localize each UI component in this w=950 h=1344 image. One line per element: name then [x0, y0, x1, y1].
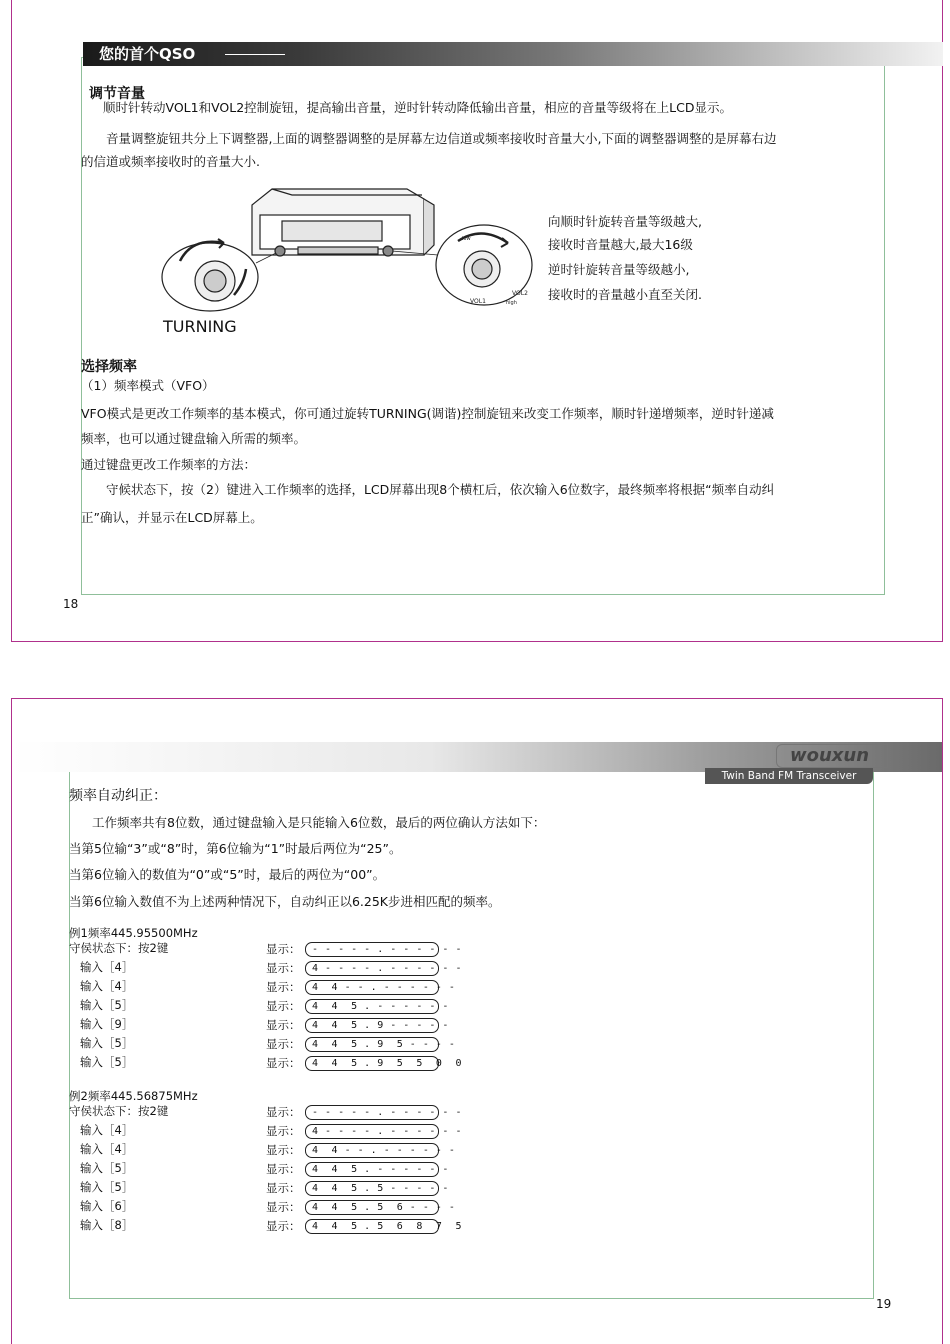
- knob-label-vol1: VOL1: [470, 298, 486, 305]
- display-label: 显示：: [266, 1018, 301, 1032]
- figure-caption-turning: TURNING: [163, 317, 237, 336]
- lcd-display-readout: 4 4 5 . - - - - - -: [305, 999, 439, 1014]
- knob-label-vol2: VOL2: [512, 290, 528, 297]
- example-input-step: 输入［4］: [80, 960, 134, 974]
- display-label: 显示：: [266, 1124, 301, 1138]
- keyboard-paragraph-a: 守候状态下，按（2）键进入工作频率的选择，LCD屏幕出现8个横杠后，依次输入6位数字，最终频率将根据“频率自动纠: [106, 482, 775, 497]
- lcd-display-readout: 4 - - - - . - - - - - -: [305, 1124, 439, 1139]
- display-label: 显示：: [266, 1162, 301, 1176]
- example-input-step: 输入［8］: [80, 1218, 134, 1232]
- example-input-step: 输入［5］: [80, 1036, 134, 1050]
- rule-line-1: 工作频率共有8位数，通过键盘输入是只能输入6位数，最后的两位确认方法如下：: [92, 815, 546, 830]
- example-input-step: 输入［4］: [80, 1142, 134, 1156]
- display-label: 显示：: [266, 1105, 301, 1119]
- display-label: 显示：: [266, 980, 301, 994]
- figure-note-4: 接收时的音量越小直至关闭.: [548, 287, 702, 302]
- lcd-display-readout: 4 4 5 . 9 - - - - -: [305, 1018, 439, 1033]
- display-label: 显示：: [266, 1181, 301, 1195]
- example-input-step: 输入［5］: [80, 998, 134, 1012]
- lcd-display-readout: 4 4 5 . - - - - - -: [305, 1162, 439, 1177]
- example-input-step: 输入［4］: [80, 979, 134, 993]
- display-label: 显示：: [266, 1219, 301, 1233]
- volume-paragraph-2b: 的信道或频率接收时的音量大小.: [81, 154, 260, 169]
- rule-line-3: 当第6位输入的数值为“0”或“5”时，最后的两位为“00”。: [69, 867, 386, 882]
- keyboard-paragraph-b: 正”确认，并显示在LCD屏幕上。: [81, 510, 263, 525]
- display-label: 显示：: [266, 1037, 301, 1051]
- knob-label-low: low: [462, 236, 471, 242]
- header-underline: [225, 54, 285, 55]
- section-header-title: 您的首个QSO: [99, 45, 196, 63]
- example-input-step: 输入［5］: [80, 1055, 134, 1069]
- product-subtitle: Twin Band FM Transceiver: [705, 768, 873, 784]
- example-input-step: 输入［6］: [80, 1199, 134, 1213]
- display-label: 显示：: [266, 1200, 301, 1214]
- auto-correct-title: 频率自动纠正：: [69, 788, 167, 804]
- volume-paragraph-2a: 音量调整旋钮共分上下调整器,上面的调整器调整的是屏幕左边信道或频率接收时音量大小,下面的调整器调整的是屏幕右边: [106, 131, 777, 146]
- lcd-display-readout: 4 4 5 . 9 5 - - - -: [305, 1037, 439, 1052]
- figure-note-2: 接收时音量越大,最大16级: [548, 237, 693, 252]
- display-label: 显示：: [266, 961, 301, 975]
- page-number-19: 19: [876, 1297, 892, 1311]
- figure-note-1: 向顺时针旋转音量等级越大,: [548, 214, 702, 229]
- frequency-heading: 选择频率: [81, 359, 137, 375]
- volume-paragraph-1: 顺时针转动VOL1和VOL2控制旋钮，提高输出音量，逆时针转动降低输出音量，相应的音量等级将在上LCD显示。: [103, 100, 732, 115]
- rule-line-4: 当第6位输入数值不为上述两种情况下，自动纠正以6.25K步进相匹配的频率。: [69, 894, 501, 909]
- radio-knob-illustration: [152, 185, 542, 323]
- example-input-step: 输入［9］: [80, 1017, 134, 1031]
- example-input-step: 输入［5］: [80, 1161, 134, 1175]
- page-number-18: 18: [63, 597, 79, 611]
- lcd-display-readout: 4 4 5 . 9 5 5 0 0: [305, 1056, 439, 1071]
- page-19: [11, 698, 943, 1344]
- display-label: 显示：: [266, 999, 301, 1013]
- lcd-display-readout: 4 4 - - . - - - - - -: [305, 980, 439, 995]
- figure-note-3: 逆时针旋转音量等级越小,: [548, 262, 690, 277]
- example-input-step: 输入［4］: [80, 1123, 134, 1137]
- example-input-step: 守侯状态下：按2键: [69, 1104, 169, 1118]
- rule-line-2: 当第5位输“3”或“8”时，第6位输为“1”时最后两位为“25”。: [69, 841, 402, 856]
- example2-title: 例2频率445.56875MHz: [69, 1089, 198, 1103]
- lcd-display-readout: 4 4 5 . 5 6 - - - -: [305, 1200, 439, 1215]
- volume-heading: 调节音量: [89, 86, 145, 102]
- keyboard-method: 通过键盘更改工作频率的方法：: [81, 457, 257, 472]
- vfo-paragraph-1b: 频率，也可以通过键盘输入所需的频率。: [81, 431, 307, 446]
- lcd-display-readout: - - - - - . - - - - - -: [305, 1105, 439, 1120]
- page-18: [11, 0, 943, 642]
- example-input-step: 输入［5］: [80, 1180, 134, 1194]
- example1-title: 例1频率445.95500MHz: [69, 926, 198, 940]
- vfo-paragraph-1a: VFO模式是更改工作频率的基本模式，你可通过旋转TURNING(调谐)控制旋钮来改变工作频率，顺时针递增频率，逆时针递减: [81, 406, 774, 421]
- vfo-subheading: （1）频率模式（VFO）: [81, 378, 215, 393]
- display-label: 显示：: [266, 1056, 301, 1070]
- display-label: 显示：: [266, 942, 301, 956]
- knob-label-high: high: [506, 300, 517, 306]
- lcd-display-readout: 4 4 - - . - - - - - -: [305, 1143, 439, 1158]
- example-input-step: 守侯状态下：按2键: [69, 941, 169, 955]
- display-label: 显示：: [266, 1143, 301, 1157]
- wouxun-logo: wouxun: [790, 745, 870, 766]
- lcd-display-readout: 4 4 5 . 5 - - - - -: [305, 1181, 439, 1196]
- lcd-display-readout: 4 - - - - . - - - - - -: [305, 961, 439, 976]
- lcd-display-readout: - - - - - . - - - - - -: [305, 942, 439, 957]
- lcd-display-readout: 4 4 5 . 5 6 8 7 5: [305, 1219, 439, 1234]
- section-header-bar: [83, 42, 943, 66]
